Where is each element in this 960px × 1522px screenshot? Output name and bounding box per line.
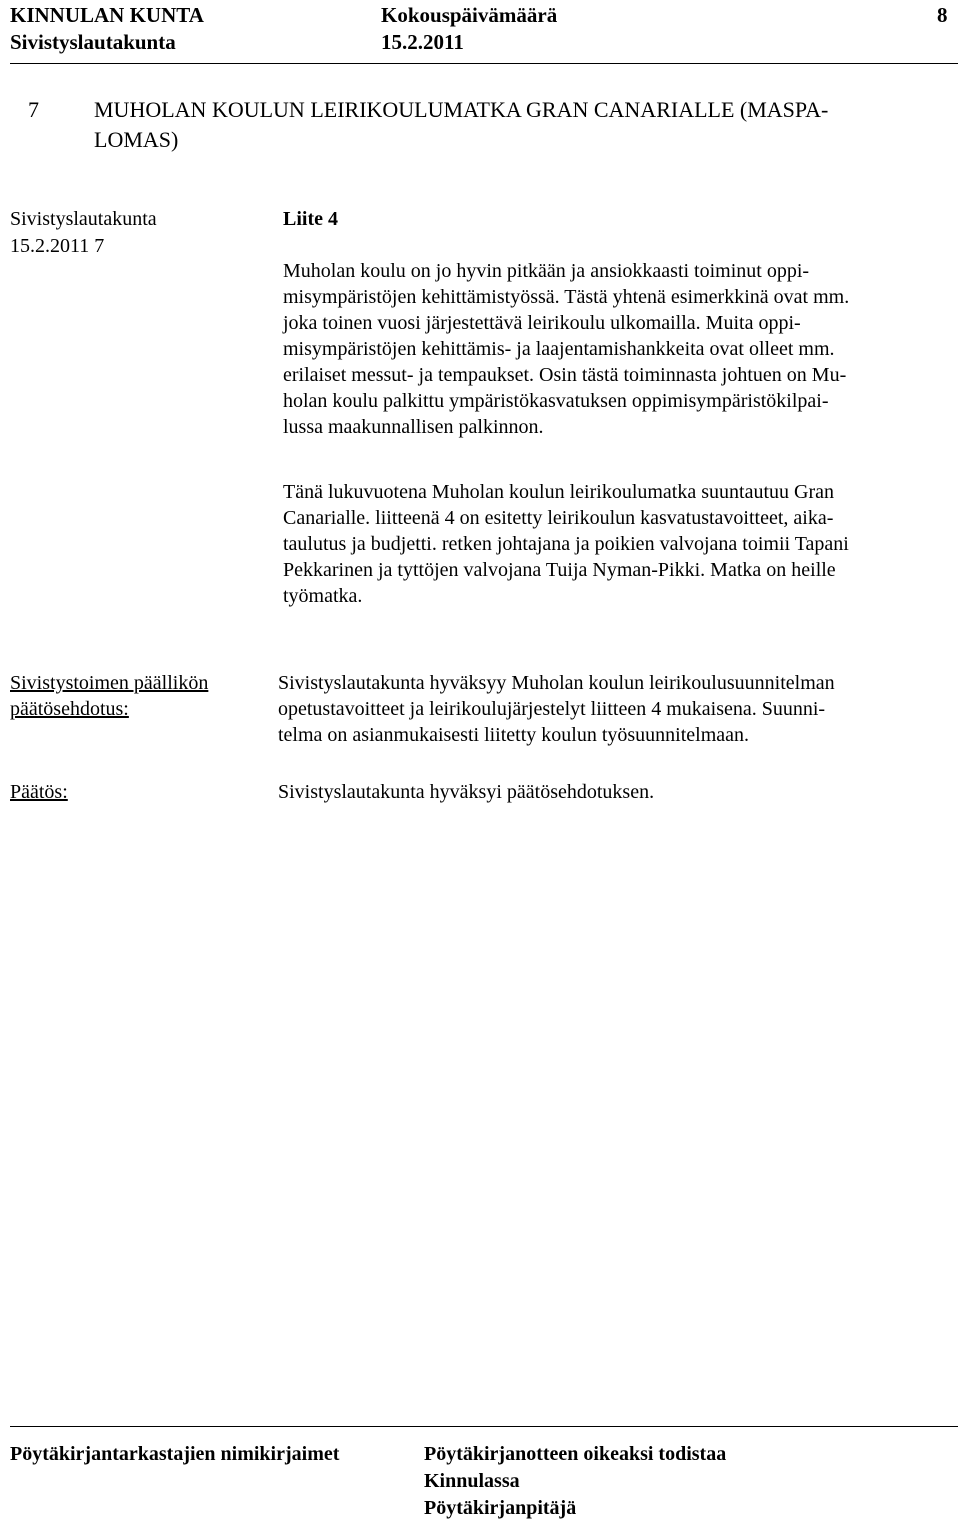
footer-certification — [424, 1441, 726, 1522]
paragraph-line: työmatka. — [283, 585, 363, 607]
footer-line: Pöytäkirjanpitäjä — [424, 1497, 577, 1519]
footer-line: Pöytäkirjanotteen oikeaksi todistaa — [424, 1443, 727, 1465]
section-title — [94, 95, 828, 155]
paragraph-line: joka toinen vuosi järjestettävä leirikoulu ulkomailla. Muita oppi- — [283, 312, 801, 334]
header-divider — [10, 63, 958, 64]
reference-body: Sivistyslautakunta — [10, 208, 157, 230]
proposal-text — [278, 670, 835, 748]
proposal-line: telma on asianmukaisesti liitetty koulun työsuunnitelmaan. — [278, 724, 750, 746]
reference-date-number: 15.2.2011 7 — [10, 235, 105, 257]
paragraph-line: Muholan koulu on jo hyvin pitkään ja ansiokkaasti toiminut oppi- — [283, 260, 810, 282]
header-meeting-date-label: Kokouspäivämäärä — [381, 3, 558, 27]
proposal-label-line: päätösehdotus: — [10, 698, 129, 720]
header-meeting-date: 15.2.2011 — [381, 30, 464, 54]
header-body-name: Sivistyslautakunta — [10, 30, 176, 54]
paragraph-line: lussa maakunnallisen palkinnon. — [283, 416, 544, 438]
paragraph-line: erilaiset messut- ja tempaukset. Osin tästä toiminnasta johtuen on Mu- — [283, 364, 847, 386]
paragraph-line: Pekkarinen ja tyttöjen valvojana Tuija Nyman-Pikki. Matka on heille — [283, 559, 836, 581]
paragraph-line: misympäristöjen kehittämistyössä. Tästä yhtenä esimerkkinä ovat mm. — [283, 286, 850, 308]
paragraph-2 — [283, 479, 849, 609]
paragraph-line: misympäristöjen kehittämis- ja laajentamishankkeita ovat olleet mm. — [283, 338, 835, 360]
header-org: KINNULAN KUNTA — [10, 3, 204, 27]
paragraph-1 — [283, 258, 849, 440]
header-page-number: 8 — [937, 3, 948, 27]
paragraph-line: holan koulu palkittu ympäristökasvatuksen oppimisympäristökilpai- — [283, 390, 829, 412]
attachment-label: Liite 4 — [283, 208, 338, 230]
section-title-line: LOMAS) — [94, 127, 179, 152]
decision-label: Päätös: — [10, 781, 68, 803]
paragraph-line: Canarialle. liitteenä 4 on esitetty leirikoulun kasvatustavoitteet, aika- — [283, 507, 834, 529]
paragraph-line: taulutus ja budjetti. retken johtajana ja poikien valvojana toimii Tapani — [283, 533, 849, 555]
section-number: 7 — [28, 97, 39, 122]
footer-line: Kinnulassa — [424, 1470, 520, 1492]
proposal-label-line: Sivistystoimen päällikön — [10, 672, 209, 694]
proposal-line: Sivistyslautakunta hyväksyy Muholan koulun leirikoulusuunnitelman — [278, 672, 835, 694]
footer-initials-label: Pöytäkirjantarkastajien nimikirjaimet — [10, 1443, 340, 1465]
proposal-label — [10, 670, 208, 722]
section-title-line: MUHOLAN KOULUN LEIRIKOULUMATKA GRAN CANARIALLE (MASPA- — [94, 97, 829, 122]
footer-divider — [10, 1426, 958, 1427]
decision-text: Sivistyslautakunta hyväksyi päätösehdotuksen. — [278, 781, 655, 803]
paragraph-line: Tänä lukuvuotena Muholan koulun leirikoulumatka suuntautuu Gran — [283, 481, 834, 503]
proposal-line: opetustavoitteet ja leirikoulujärjestelyt liitteen 4 mukaisena. Suunni- — [278, 698, 826, 720]
